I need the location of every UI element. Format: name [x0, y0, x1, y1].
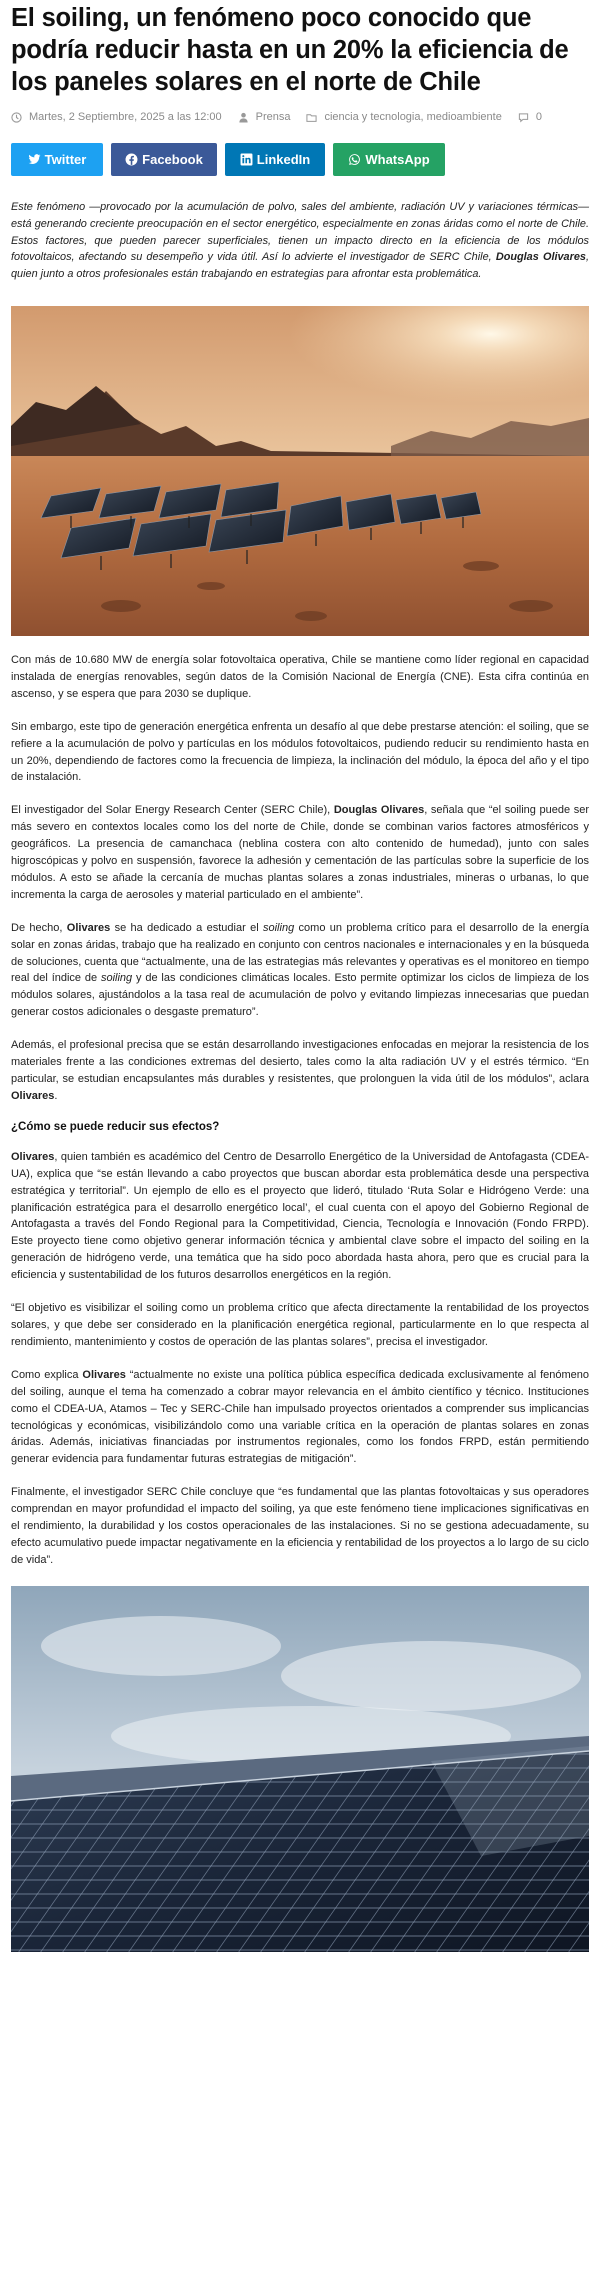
whatsapp-label: WhatsApp: [365, 152, 430, 167]
researcher-name: Douglas Olivares: [333, 804, 425, 817]
share-bar: [11, 143, 589, 176]
researcher-name: Olivares: [11, 1089, 55, 1102]
facebook-icon: [125, 153, 138, 166]
paragraph-7: “El objetivo es visibilizar el soiling como un problema crítico que afecta directamente la rentabilidad de los proyectos solares, y que debe ser considerado en la planificación energética regional, particularmente en lo que respecta al rendimiento, mantenimiento y costos de operación de las plantas solares”, precisa el investigador.: [11, 1302, 589, 1348]
linkedin-share-button[interactable]: [225, 143, 325, 176]
paragraph-2: Sin embargo, este tipo de generación energética enfrenta un desafío al que debe prestarse atención: el soiling, que se refiere a la acumulación de polvo y partículas en los módulos fotovoltaicos, pudiendo reducir su rendimiento hasta en un 20%, dependiendo de factores como la frecuencia de limpieza, la inclinación del módulo, la época del año y el tipo de instalación.: [11, 720, 589, 784]
twitter-label: Twitter: [44, 152, 87, 167]
facebook-label: Facebook: [142, 152, 203, 167]
researcher-name: Olivares: [66, 921, 111, 934]
paragraph-1: Con más de 10.680 MW de energía solar fotovoltaica operativa, Chile se mantiene como líder regional en capacidad instalada de energías renovables, según datos de la Comisión Nacional de Energía (CNE). Esta cifra continúa en ascenso, y se espera que para 2030 se duplique.: [11, 653, 589, 700]
facebook-share-button[interactable]: [111, 143, 217, 176]
twitter-icon: [28, 153, 41, 166]
twitter-share-button[interactable]: [11, 143, 103, 176]
researcher-name: Olivares: [82, 1368, 126, 1381]
clock-icon: [11, 112, 22, 123]
solar-panels-field-image: [11, 1586, 589, 1952]
researcher-name: Douglas Olivares: [495, 251, 586, 264]
article-author[interactable]: Prensa: [255, 111, 291, 123]
whatsapp-share-button[interactable]: [333, 143, 445, 176]
paragraph-5: Además, el profesional precisa que se están desarrollando investigaciones enfocadas en mejorar la resistencia de los materiales frente a las condiciones extremas del desierto, tales como la alta radiación UV y el estrés térmico. “En particular, se estudian encapsulantes más durables y resistentes, que prolonguen la vida útil de los módulos”, aclara Olivares.: [11, 1039, 589, 1102]
paragraph-3: El investigador del Solar Energy Research Center (SERC Chile), Douglas Olivares, señala que “el soiling puede ser más severo en contextos locales como los del norte de Chile, donde se combinan varios factores atmosféricos y geográficos. La presencia de camanchaca (neblina costera con alto contenido de humedad), junto con sales higroscópicas y polvo en suspensión, favorece la adhesión y cementación de las partículas sobre la superficie de los módulos. A esto se añade la cercanía de muchas plantas solares a zonas industriales, mineras o urbanas, lo que incrementa la carga de aerosoles y material particulado en el ambiente”.: [11, 804, 589, 901]
user-icon: [238, 112, 249, 123]
researcher-name: Olivares: [11, 1150, 55, 1163]
article-categories[interactable]: ciencia y tecnologia, medioambiente: [324, 111, 502, 123]
paragraph-6: Olivares, quien también es académico del Centro de Desarrollo Energético de la Universidad de Antofagasta (CDEA-UA), explica que “se están llevando a cabo proyectos que buscan abordar esta problemática desde una perspectiva estratégica y territorial”. Un ejemplo de ello es el proyecto que lideró, titulado ‘Ruta Solar e Hidrógeno Verde: una planificación estratégica para el desarrollo energético local’, el cual cuenta con el apoyo del Gobierno Regional de Antofagasta a través del Fondo Regional para la Competitividad, Ciencia, Tecnología e Innovación (Fondo FRPD). Este proyecto tiene como objetivo generar información técnica y ambiental clave sobre el impacto del soiling en la generación de hidrógeno verde, una temática que ha sido poco abordada hasta ahora, pero que es crucial para la eficiencia y sustentabilidad de los futuros desarrollos energéticos en la región.: [11, 1150, 589, 1282]
folder-icon: [306, 112, 317, 123]
paragraph-4: De hecho, Olivares se ha dedicado a estudiar el soiling como un problema crítico para el desarrollo de la energía solar en zonas áridas, trabajo que ha realizado en conjunto con centros nacionales e internacionales y en la búsqueda de soluciones, cuenta que “actualmente, una de las estrategias más relevantes y operativas es el monitoreo en tiempo real del índice de soiling y de las condiciones climáticas locales. Esto permite optimizar los ciclos de limpieza de los módulos solares, ajustándolos a la tasa real de acumulación de polvo y evitando limpiezas innecesarias que puedan generar costos adicionales o desgaste prematuro”.: [11, 921, 590, 1019]
whatsapp-icon: [348, 153, 361, 166]
linkedin-label: LinkedIn: [256, 152, 311, 167]
paragraph-9: Finalmente, el investigador SERC Chile concluye que “es fundamental que las plantas fotovoltaicas y sus operadores comprendan en mayor profundidad el impacto del soiling, ya que este fenómeno tiene implicaciones significativas en el rendimiento, la durabilidad y los costos operacionales de las instalaciones. Si no se gestiona adecuadamente, su efecto acumulativo puede impactar negativamente en la eficiencia y rentabilidad de los proyectos a lo largo de su ciclo de vida”.: [11, 1486, 589, 1566]
article-lead: Este fenómeno —provocado por la acumulación de polvo, sales del ambiente, radiación UV y variaciones térmicas— está generando creciente preocupación en el sector energético, especialmente en zonas áridas como el norte de Chile. Estos factores, que pueden parecer superficiales, tienen un impacto directo en la eficiencia de los módulos fotovoltaicos, afectando su desempeño y vida útil. Así lo advierte el investigador de SERC Chile, Douglas Olivares, quien junto a otros profesionales están trabajando en estrategias para afrontar esta problemática.: [11, 201, 589, 281]
article-title: El soiling, un fenómeno poco conocido que podría reducir hasta en un 20% la eficiencia de los paneles solares en el norte de Chile: [11, 4, 569, 96]
article-meta: [11, 111, 589, 123]
linkedin-icon: [240, 153, 253, 166]
section-heading: ¿Cómo se puede reducir sus efectos?: [11, 1120, 220, 1133]
comment-count[interactable]: 0: [535, 111, 542, 123]
paragraph-8: Como explica Olivares “actualmente no existe una política pública específica dedicada exclusivamente al fenómeno del soiling, aunque el tema ha comenzado a cobrar mayor relevancia en el ámbito científico y técnico. Instituciones como el CDEA-UA, Atamos – Tec y SERC-Chile han impulsado proyectos orientados a comprender sus implicancias tecnológicas y económicas, visibilizándolo como una variable crítica en la operación de plantas solares en zonas áridas. Además, iniciativas financiadas por instrumentos regionales, como los fondos FRPD, están permitiendo generar evidencia para fundamentar futuras estrategias de mitigación”.: [11, 1368, 590, 1466]
comment-icon: [518, 112, 529, 123]
article-date: Martes, 2 Septiembre, 2025 a las 12:00: [29, 111, 222, 123]
desert-solar-panels-image: [11, 306, 589, 636]
